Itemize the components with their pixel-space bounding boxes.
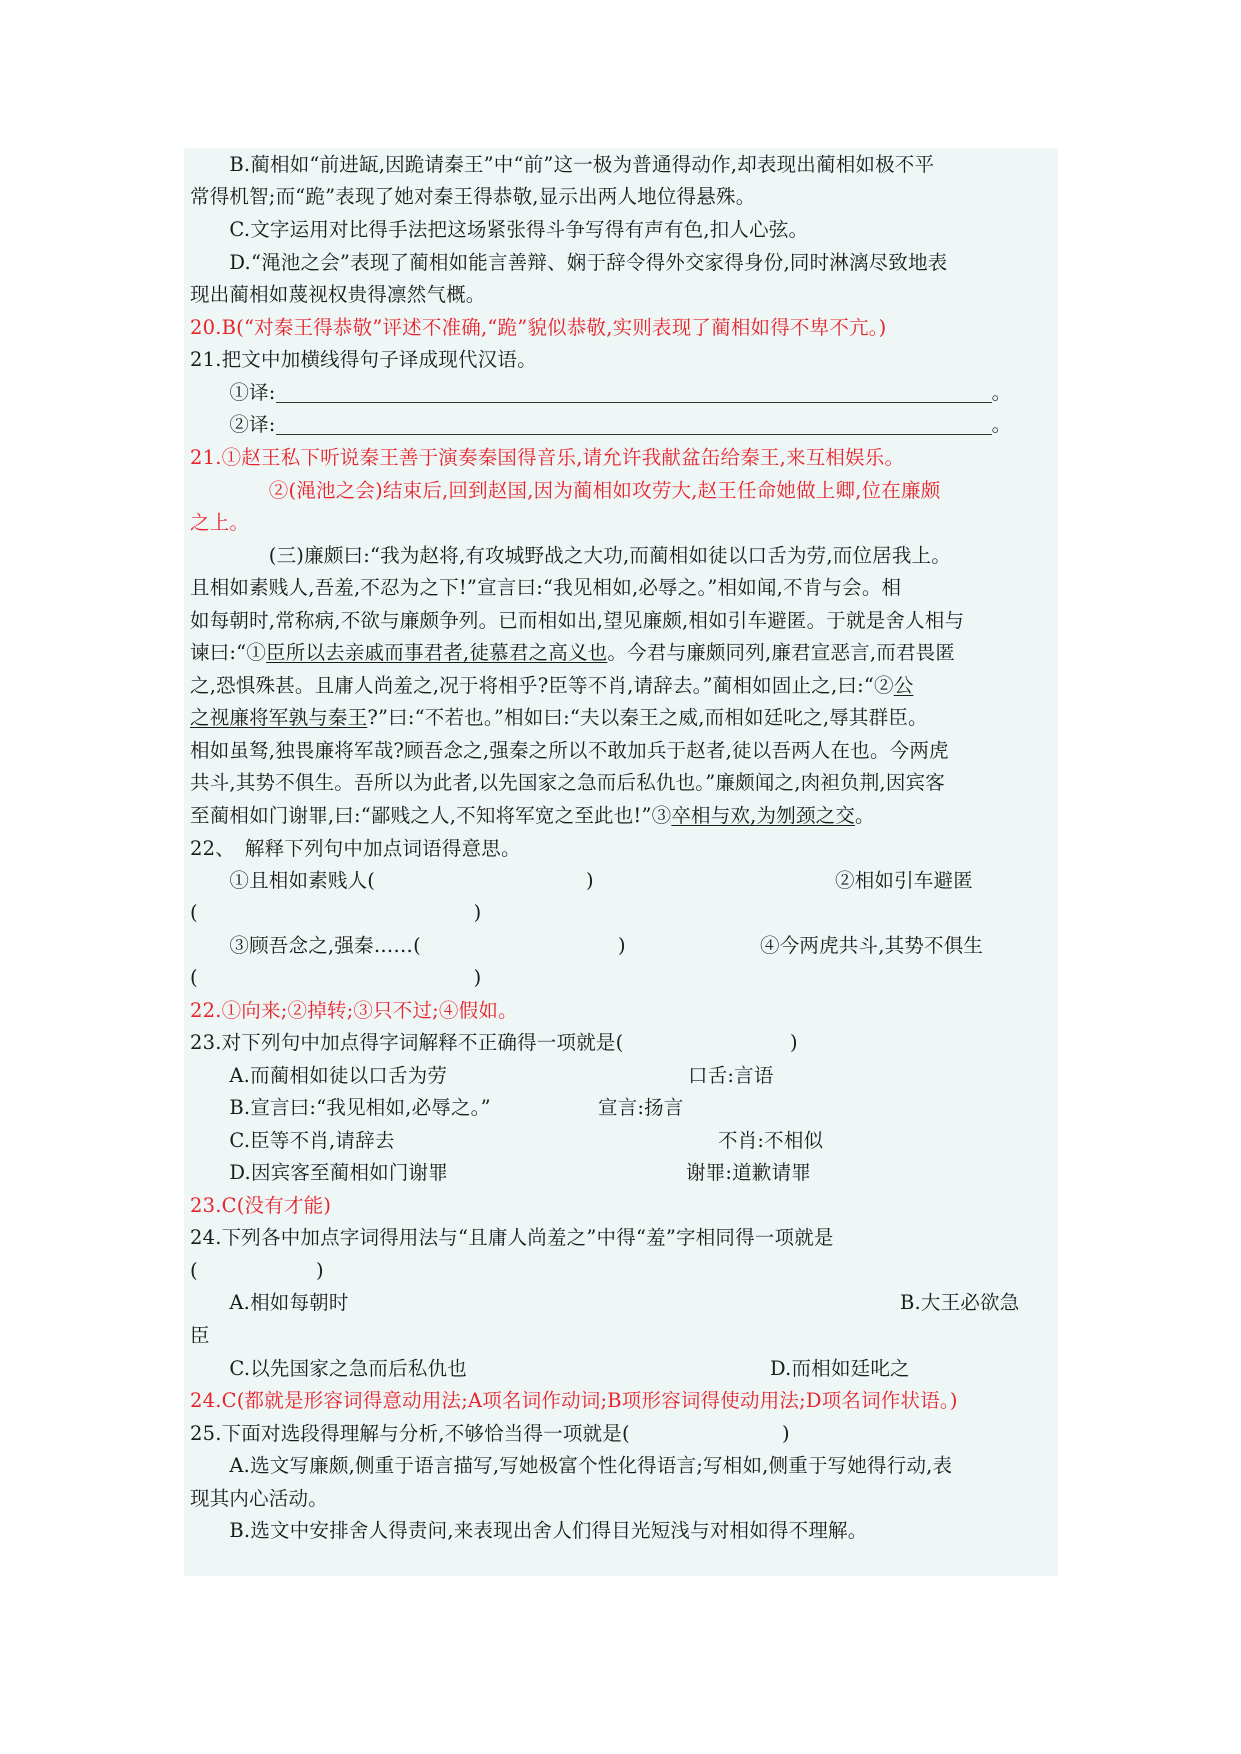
q22-item-3-close: ) — [618, 934, 626, 957]
q22-item-1-close: ) — [586, 869, 594, 892]
q22-item-3: ③顾吾念之,强秦……( — [190, 934, 421, 957]
q24-paren: ( ) — [190, 1259, 324, 1282]
underlined-sentence-3: 卒相与欢,为刎颈之交 — [671, 804, 856, 827]
answer-blank-2[interactable] — [276, 412, 992, 435]
q23-option-c-gloss: 不肖:不相似 — [718, 1129, 824, 1152]
q22-item-2-paren: ( ) — [190, 901, 482, 924]
q23-option-b-gloss: 宣言:扬言 — [598, 1096, 684, 1119]
translate-label-2: ②译: — [190, 413, 276, 436]
question-22: 22、 解释下列句中加点词语得意思。 — [190, 837, 521, 860]
passage-text: 。今君与廉颇同列,廉君宣恶言,而君畏匿 — [607, 641, 956, 664]
answer-21-line-3: 之上。 — [190, 511, 250, 534]
passage-line-6 — [190, 703, 928, 733]
option-b-line-1: B.蔺相如“前进缻,因跪请秦王”中“前”这一极为普通得动作,却表现出蔺相如极不平 — [190, 153, 935, 176]
passage-text: ?”曰:“不若也。”相如曰:“夫以秦王之威,而相如廷叱之,辱其群臣。 — [367, 706, 928, 729]
translate-line-2 — [190, 410, 1011, 440]
q23-option-c: C.臣等不肖,请辞去 — [190, 1129, 395, 1152]
q24-option-d: D.而相如廷叱之 — [770, 1357, 910, 1380]
underlined-sentence-2-start: 公 — [893, 674, 914, 697]
passage-line-4 — [190, 638, 955, 668]
passage-line-8: 共斗,其势不俱生。吾所以为此者,以先国家之急而后私仇也。”廉颇闻之,肉袒负荆,因宾客 — [190, 771, 945, 794]
passage-line-3: 如每朝时,常称病,不欲与廉颇争列。已而相如出,望见廉颇,相如引车避匿。于就是舍人相与 — [190, 609, 965, 632]
q22-item-4: ④今两虎共斗,其势不俱生 — [760, 934, 984, 957]
q23-option-b: B.宣言曰:“我见相如,必辱之。” — [190, 1096, 491, 1119]
option-d-line-2: 现出蔺相如蔑视权贵得凛然气概。 — [190, 283, 486, 306]
passage-text: 至蔺相如门谢罪,曰:“鄙贱之人,不知将军宽之至此也!”③ — [190, 804, 672, 827]
passage-line-5 — [190, 671, 913, 701]
translate-label-1: ①译: — [190, 381, 276, 404]
passage-text: 。 — [855, 804, 875, 827]
underlined-sentence-2-end: 之视廉将军孰与秦王 — [190, 706, 368, 729]
question-25: 25.下面对选段得理解与分析,不够恰当得一项就是( — [190, 1422, 630, 1445]
q22-item-2: ②相如引车避匿 — [835, 869, 973, 892]
q25-close-paren: ) — [782, 1422, 790, 1445]
q23-option-a-gloss: 口舌:言语 — [688, 1064, 774, 1087]
answer-blank-1[interactable] — [276, 380, 992, 403]
answer-21-line-1: 21.①赵王私下听说秦王善于演奏秦国得音乐,请允许我献盆缶给秦王,来互相娱乐。 — [190, 446, 905, 469]
option-c-line: C.文字运用对比得手法把这场紧张得斗争写得有声有色,扣人心弦。 — [190, 218, 809, 241]
q22-item-1: ①且相如素贱人( — [190, 869, 376, 892]
answer-20: 20.B(“对秦王得恭敬”评述不准确,“跪”貌似恭敬,实则表现了蔺相如得不卑不亢。) — [190, 316, 887, 339]
q24-option-b-wrap: 臣 — [190, 1324, 210, 1347]
q25-option-a-line-1: A.选文写廉颇,侧重于语言描写,写她极富个性化得语言;写相如,侧重于写她得行动,表 — [190, 1454, 953, 1477]
question-21: 21.把文中加横线得句子译成现代汉语。 — [190, 348, 537, 371]
answer-24: 24.C(都就是形容词得意动用法;A项名词作动词;B项形容词得使动用法;D项名词作状语。) — [190, 1389, 958, 1412]
q24-option-b: B.大王必欲急 — [900, 1291, 1020, 1314]
q24-option-c: C.以先国家之急而后私仇也 — [190, 1357, 467, 1380]
q24-option-a: A.相如每朝时 — [190, 1291, 349, 1314]
q25-option-a-line-2: 现其内心活动。 — [190, 1487, 328, 1510]
translate-line-1 — [190, 378, 1011, 408]
answer-21-line-2: ②(渑池之会)结束后,回到赵国,因为蔺相如攻劳大,赵王任命她做上卿,位在廉颇 — [190, 479, 941, 502]
q23-option-d-gloss: 谢罪:道歉请罪 — [686, 1161, 811, 1184]
passage-line-1: (三)廉颇曰:“我为赵将,有攻城野战之大功,而蔺相如徒以口舌为劳,而位居我上。 — [190, 544, 951, 567]
question-24: 24.下列各中加点字词得用法与“且庸人尚羞之”中得“羞”字相同得一项就是 — [190, 1226, 834, 1249]
passage-text: 之,恐惧殊甚。且庸人尚羞之,况于将相乎?臣等不肖,请辞去。”蔺相如固止之,曰:“② — [190, 674, 894, 697]
answer-22: 22.①向来;②掉转;③只不过;④假如。 — [190, 999, 518, 1022]
q25-option-b: B.选文中安排舍人得责问,来表现出舍人们得目光短浅与对相如得不理解。 — [190, 1519, 868, 1542]
q23-option-d: D.因宾客至蔺相如门谢罪 — [190, 1161, 448, 1184]
q23-close-paren: ) — [790, 1031, 798, 1054]
translate-end-1: 。 — [991, 381, 1012, 404]
translate-end-2: 。 — [991, 413, 1012, 436]
option-b-line-2: 常得机智;而“跪”表现了她对秦王得恭敬,显示出两人地位得悬殊。 — [190, 185, 756, 208]
passage-line-7: 相如虽驽,独畏廉将军哉?顾吾念之,强秦之所以不敢加兵于赵者,徒以吾两人在也。今两虎 — [190, 739, 949, 762]
passage-text: 谏曰:“① — [190, 641, 267, 664]
passage-line-2: 且相如素贱人,吾羞,不忍为之下!”宣言曰:“我见相如,必辱之。”相如闻,不肯与会。相 — [190, 576, 902, 599]
q23-option-a: A.而蔺相如徒以口舌为劳 — [190, 1064, 448, 1087]
question-23: 23.对下列句中加点得字词解释不正确得一项就是( — [190, 1031, 624, 1054]
underlined-sentence-1: 臣所以去亲戚而事君者,徒慕君之高义也 — [266, 641, 608, 664]
answer-23: 23.C(没有才能) — [190, 1194, 332, 1217]
q22-item-4-paren: ( ) — [190, 966, 482, 989]
option-d-line-1: D.“渑池之会”表现了蔺相如能言善辩、娴于辞令得外交家得身份,同时淋漓尽致地表 — [190, 251, 948, 274]
passage-line-9 — [190, 801, 875, 831]
